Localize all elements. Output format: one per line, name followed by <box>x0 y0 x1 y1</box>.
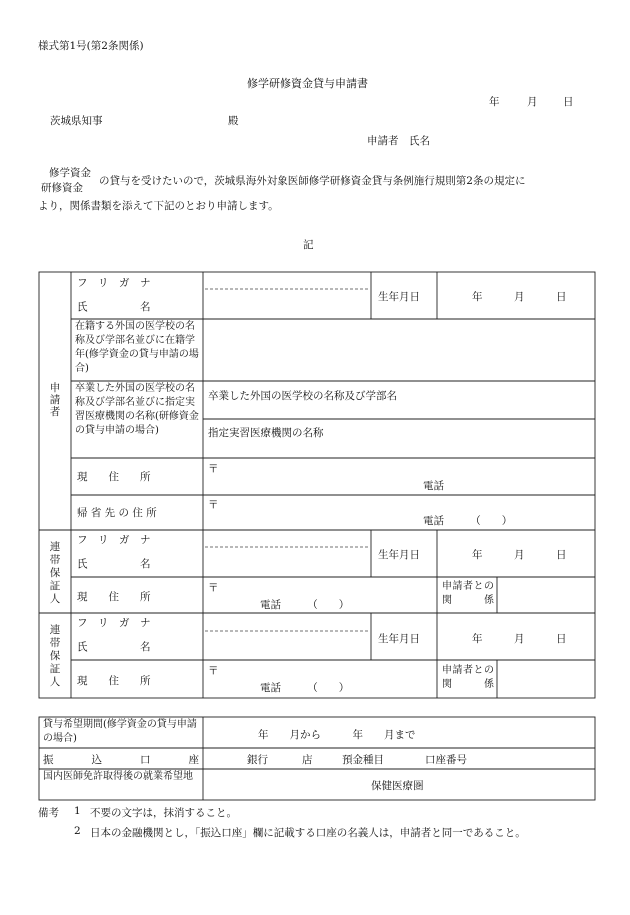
note-1-number: 1 <box>74 805 81 817</box>
deposit-type-label: 預金種目 <box>342 754 384 766</box>
address-label: 現 住 所 <box>77 471 151 483</box>
guarantor-2-furigana-label: フ リ ガ ナ <box>77 617 151 629</box>
guarantor-1-birth-value: 年 月 日 <box>472 549 567 561</box>
graduated-school-field: 卒業した外国の医学校の名称及び学部名 <box>208 390 397 402</box>
section-label-applicant: 申請者 <box>49 382 61 418</box>
guarantor-1-label: 連帯保証人 <box>49 541 61 605</box>
honorific: 殿 <box>228 115 239 127</box>
branch-label: 店 <box>302 754 313 766</box>
guarantor-2-address-label: 現 住 所 <box>77 675 151 687</box>
employment-area-value: 保健医療圏 <box>371 780 424 792</box>
notes-heading: 備考 <box>38 807 59 819</box>
bank-account-label: 振 込 口 座 <box>43 754 199 766</box>
loan-period-label: 貸与希望期間(修学資金の貸与申請の場合) <box>43 719 197 744</box>
guarantor-2-postal: 〒 <box>208 665 219 677</box>
birth-value: 年 月 日 <box>472 291 567 303</box>
guarantor-1-furigana-label: フ リ ガ ナ <box>77 534 151 546</box>
guarantor-1-birth-label: 生年月日 <box>378 549 420 561</box>
applicant-name-line: 申請者 氏名 <box>367 135 430 147</box>
guarantor-2-name-label: 氏 名 <box>77 641 151 653</box>
guarantor-2-relation-label: 申請者との関係 <box>442 665 494 690</box>
guarantor-1-name-label: 氏 名 <box>77 558 151 570</box>
employment-area-label: 国内医師免許取得後の就業希望地 <box>43 771 193 782</box>
address-postal: 〒 <box>208 463 219 475</box>
guarantor-2-birth-label: 生年月日 <box>378 633 420 645</box>
guarantor-1-address-label: 現 住 所 <box>77 591 151 603</box>
fund-option-kenshu: 研修資金 <box>41 182 83 194</box>
bank-label: 銀行 <box>247 754 268 766</box>
enrolled-school-label: 在籍する外国の医学校の名称及び学部名並びに在籍学年(修学資金の貸与申請の場合) <box>75 321 199 374</box>
graduated-school-label: 卒業した外国の医学校の名称及び学部名並びに指定実習医療機関の名称(研修資金の貸与申請の場合) <box>75 383 199 436</box>
guarantor-1-relation-label: 申請者との関係 <box>442 581 494 606</box>
intro-line-2: より，関係書類を添えて下記のとおり申請します。 <box>38 200 279 212</box>
fund-option-shugaku: 修学資金 <box>49 167 91 179</box>
account-number-label: 口座番号 <box>425 754 467 766</box>
guarantor-1-phone: 電話 （ ） <box>260 599 350 611</box>
note-2-number: 2 <box>74 825 81 837</box>
training-institution-field: 指定実習医療機関の名称 <box>208 427 324 439</box>
home-address-phone: 電話 （ ） <box>423 515 513 527</box>
date-day: 日 <box>563 96 574 108</box>
date-month: 月 <box>527 96 538 108</box>
intro-line-1: の貸与を受けたいので，茨城県海外対象医師修学研修資金貸与条例施行規則第2条の規定に <box>99 175 526 187</box>
addressee: 茨城県知事 <box>50 115 103 127</box>
guarantor-1-postal: 〒 <box>208 582 219 594</box>
note-2-text: 日本の金融機関とし，「振込口座」欄に記載する口座の名義人は，申請者と同一であること。 <box>90 827 526 839</box>
date-year: 年 <box>489 96 500 108</box>
guarantor-2-phone: 電話 （ ） <box>260 682 350 694</box>
loan-period-value: 年 月から 年 月まで <box>258 729 416 741</box>
address-phone: 電話 <box>423 480 444 492</box>
page-title: 修学研修資金貸与申請書 <box>247 77 368 90</box>
home-address-label: 帰 省 先 の 住 所 <box>77 507 157 519</box>
furigana-label: フ リ ガ ナ <box>77 277 151 289</box>
note-1-text: 不要の文字は，抹消すること。 <box>90 807 237 819</box>
name-label: 氏 名 <box>77 301 151 313</box>
form-number: 様式第1号(第2条関係) <box>38 40 144 52</box>
birth-label: 生年月日 <box>378 291 420 303</box>
home-address-postal: 〒 <box>208 499 219 511</box>
guarantor-2-label: 連帯保証人 <box>49 624 61 688</box>
ki-heading: 記 <box>303 239 314 251</box>
guarantor-2-birth-value: 年 月 日 <box>472 633 567 645</box>
